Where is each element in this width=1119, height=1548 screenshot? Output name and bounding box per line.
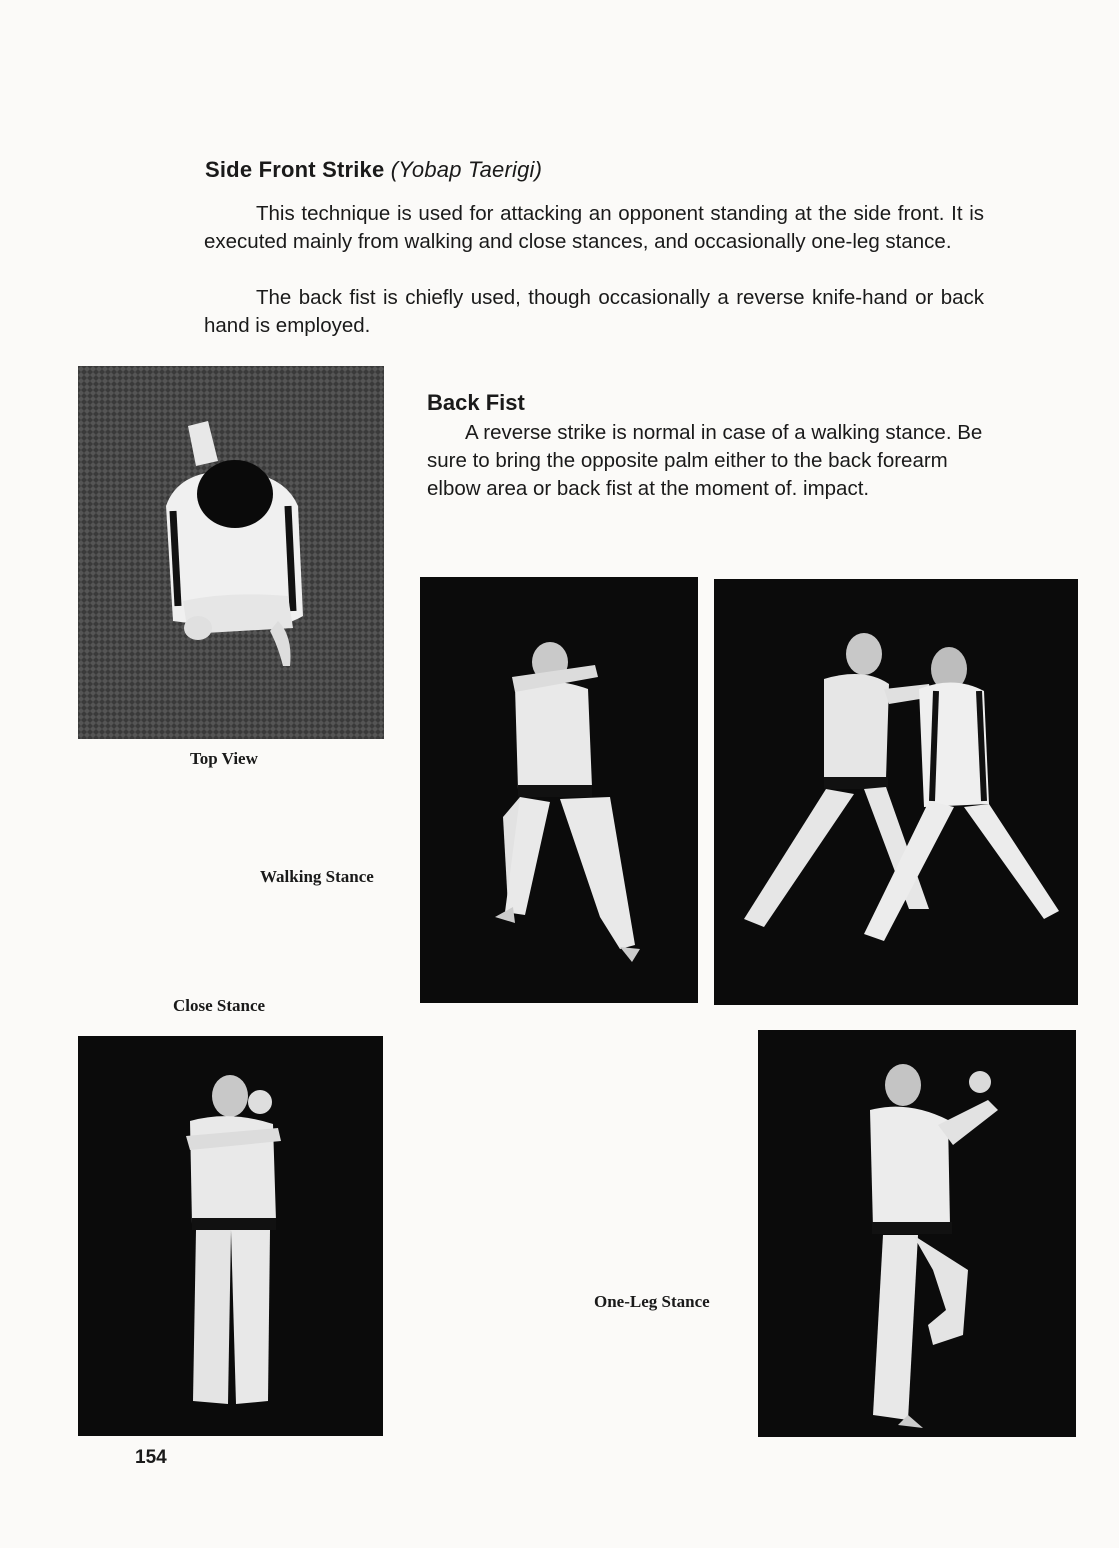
intro-paragraph-1: This technique is used for attacking an opponent standing at the side front. It is executed mainly from walking and close stances, and occasionally one-leg stance. [204,202,984,253]
section-title-text: Side Front Strike [205,157,385,182]
back-fist-title: Back Fist [427,390,525,415]
intro-paragraph-2: The back fist is chiefly used, though occasionally a reverse knife-hand or back hand is employed. [204,286,984,337]
page-number: 154 [135,1447,167,1468]
top-view-photo [78,366,384,739]
one-leg-stance-caption: One-Leg Stance [594,1292,710,1311]
section-title [205,157,542,183]
walking-stance-pair-photo [714,579,1078,1005]
close-stance-photo [78,1036,383,1436]
walking-stance-caption: Walking Stance [260,867,374,886]
walking-stance-photo [420,577,698,1003]
back-fist-paragraph: A reverse strike is normal in case of a walking stance. Be sure to bring the opposite palm either to the back forearm elbow area or back fist at the moment of. impact. [427,421,983,500]
one-leg-stance-photo [758,1030,1076,1437]
close-stance-caption: Close Stance [173,996,266,1015]
top-view-caption: Top View [190,749,258,768]
section-title-korean: (Yobap Taerigi) [390,157,543,182]
